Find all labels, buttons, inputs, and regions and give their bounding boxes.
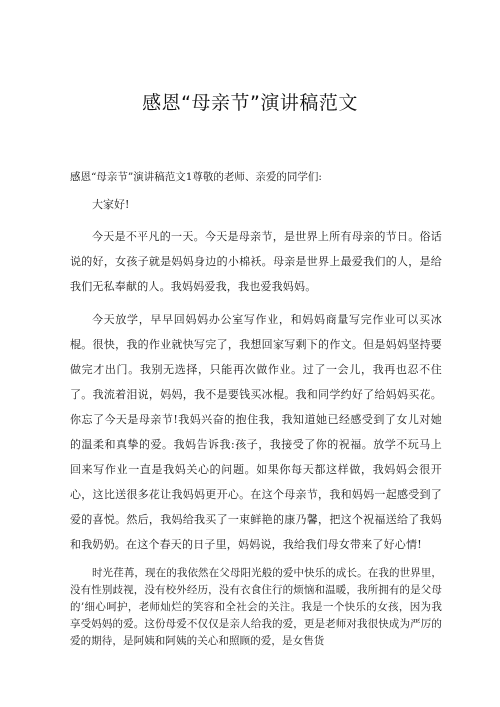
paragraph-2: 今天放学，早早回妈妈办公室写作业，和妈妈商量写完作业可以买冰棍。很快，我的作业就快写完了，我想回家写剩下的作文。但是妈妈坚持要做完才出门。我别无选择，只能再次做作业。过了一会儿，我再也忍不住了。我流着泪说，妈妈，我不是要钱买冰棍。我和同学约好了给妈妈买花。你忘了今天是母亲节!我妈兴奋的抱住我，我知道她已经感受到了女儿对她的温柔和真挚的爱。我妈告诉我:孩子，我接受了你的祝福。放学不玩马上回来写作业一直是我妈关心的问题。如果你每天都这样做，我妈妈会很开心，这比送很多花让我妈妈更开心。在这个母亲节，我和妈妈一起感受到了爱的喜悦。然后，我妈给我买了一束鲜艳的康乃馨，把这个祝福送给了我妈和我奶奶。在这个春天的日子里，妈妈说，我给我们母女带来了好心情! xyxy=(70,313,442,551)
document-title: 感恩“母亲节”演讲稿范文 xyxy=(142,92,358,114)
intro-line: 感恩“母亲节”演讲稿范文1尊敬的老师、亲爱的同学们: xyxy=(70,171,322,183)
paragraph-3: 时光荏苒，现在的我依然在父母阳光般的爱中快乐的成长。在我的世界里，没有性别歧视，没有校外经历，没有衣食住行的烦恼和温暖，我所拥有的是父母的’细心呵护，老师灿烂的笑容和全社会的关注。我是一个快乐的女孩，因为我享受妈妈的爱。这份母爱不仅仅是亲人给我的爱，更是老师对我很快成为严厉的爱的期待，是阿姨和阿姨的关心和照顾的爱，是女售货 xyxy=(70,567,442,647)
paragraph-1: 今天是不平凡的一天。今天是母亲节，是世界上所有母亲的节日。俗话说的好，女孩子就是妈妈身边的小棉袄。母亲是世界上最爱我们的人，是给我们无私奉献的人。我妈妈爱我，我也爱我妈妈。 xyxy=(70,230,442,293)
greeting: 大家好! xyxy=(92,198,130,211)
document-body xyxy=(70,168,442,658)
